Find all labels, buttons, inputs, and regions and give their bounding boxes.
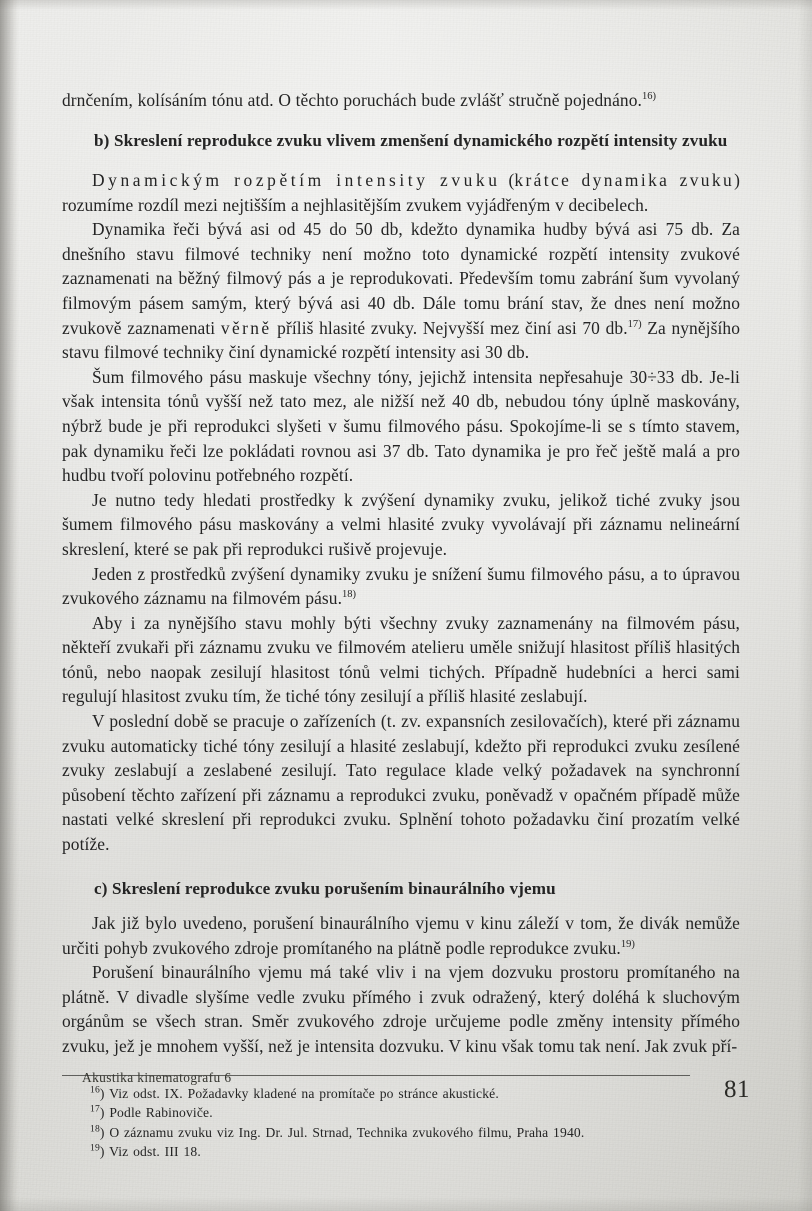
footnote-suffix: ) bbox=[99, 1124, 105, 1140]
paragraph-binaural-1 bbox=[62, 911, 740, 960]
paragraph-masking bbox=[62, 365, 740, 488]
paragraph-binaural-2 bbox=[62, 960, 740, 1058]
signature-line: Akustika kinematografu 6 bbox=[82, 1070, 232, 1085]
paragraph-expanders bbox=[62, 709, 740, 857]
footnote-number: 18 bbox=[90, 1123, 100, 1135]
footnote-number: 19 bbox=[90, 1142, 100, 1154]
page-footer bbox=[62, 1070, 750, 1130]
paragraph-studio bbox=[62, 611, 740, 709]
emphasis-dynamika-zvuku: krátce dynamika zvuku bbox=[514, 170, 735, 190]
subheading-b-label: b) bbox=[94, 130, 110, 150]
footnote-item bbox=[62, 1142, 740, 1162]
paragraph-binaural-2-text: Porušení binaurálního vjemu má také vliv i na vjem dozvuku prostoru promítaného na plátně. V divadle slyšíme vedle zvuku přímého i zvuk odražený, který doléhá k sluchovým orgánům se všech stran. Směr zvukového zdroje určujeme podle změny intensity přímého zvuku, jež je mnohem vyšší, než je intensita dozvuku. V kinu však tomu tak není. Jak zvuk pří- bbox=[62, 962, 740, 1056]
paragraph-dynamics-part-1: Dynamika řeči bývá asi od 45 do 50 db, kdežto dynamika hudby bývá asi 75 db. Za dnešního stavu filmové techniky není možno toto dynamické rozpětí intensity zvukové zaznamenati na běžný filmový pás a je reprodukovati. Především tomu zabrání šum vyvolaný filmovým pásem samým, který bývá asi 40 db. Dále tomu brání stav, že dnes není možno zvukově zaznamenati bbox=[62, 219, 740, 338]
footnote-number: 16 bbox=[90, 1084, 100, 1096]
footnote-text: Podle Rabinoviče. bbox=[104, 1105, 213, 1121]
page-number: 81 bbox=[724, 1076, 750, 1103]
paragraph-dynamics-part-3: Za nynějšího stavu filmové techniky činí dynamické rozpětí intensity asi 30 db. bbox=[62, 317, 740, 363]
footnote-marker-17: 17) bbox=[627, 318, 642, 330]
subheading-b bbox=[62, 129, 740, 152]
spacer bbox=[62, 113, 740, 129]
subheading-c bbox=[62, 877, 740, 900]
paragraph-continued-top bbox=[62, 88, 740, 113]
paragraph-continued-top-text: drnčením, kolísáním tónu atd. O těchto poruchách bude zvlášť stručně pojednáno. bbox=[62, 90, 642, 110]
footnote-marker-16: 16) bbox=[641, 91, 656, 103]
paragraph-binaural-1-text: Jak již bylo uvedeno, porušení binaurálního vjemu v kinu záleží v tom, že divák nemůže určiti pohyb zvukového zdroje promítaného na plátně podle reprodukce zvuku. bbox=[62, 913, 740, 958]
footnote-text: Viz odst. IX. Požadavky kladené na promítače po stránce akustické. bbox=[104, 1085, 499, 1101]
emphasis-dynamicke-rozpeti: Dynamickým rozpětím intensity zvuku bbox=[92, 170, 501, 190]
paragraph-means bbox=[62, 488, 740, 562]
subheading-c-title: Skreslení reprodukce zvuku porušením binaurálního vjemu bbox=[112, 878, 556, 898]
paragraph-masking-text: Šum filmového pásu maskuje všechny tóny, jejichž intensita nepřesahuje 30÷33 db. Je-li však intensita tónů vyšší než tato mez, ale nižší než 40 db, nebudou tóny úplně maskovány, nýbrž bude je při reprodukci slyšeti v šumu filmového pásu. Spokojíme-li se s tímto stavem, pak dynamiku řeči lze pokládati rovnou asi 37 db. Tato dynamika je pro řeč ještě malá a pro hudbu tvoří polovinu potřebného rozpětí. bbox=[62, 366, 740, 486]
footnote-number: 17 bbox=[90, 1103, 100, 1115]
paragraph-dynamics-part-2: příliš hlasité zvuky. Nejvyšší mez činí asi 70 db. bbox=[271, 317, 628, 338]
footnote-suffix: ) bbox=[99, 1105, 105, 1121]
paragraph-means-text: Je nutno tedy hledati prostředky k zvýšení dynamiky zvuku, jelikož tiché zvuky jsou šumem filmového pásu maskovány a velmi hlasité zvuky vyvolávají při záznamu nelineární skreslení, které se pak při reprodukci rušivě projevuje. bbox=[62, 489, 740, 559]
paragraph-noise-reduction-text: Jeden z prostředků zvýšení dynamiky zvuku je snížení šumu filmového pásu, a to úpravou zvukového záznamu na filmovém pásu. bbox=[62, 563, 740, 609]
footnote-text: O záznamu zvuku viz Ing. Dr. Jul. Strnad, Technika zvukového filmu, Praha 1940. bbox=[104, 1124, 585, 1140]
spacer bbox=[62, 900, 740, 911]
subheading-c-label: c) bbox=[94, 878, 108, 898]
footnote-marker-19: 19) bbox=[620, 938, 635, 950]
paragraph-studio-text: Aby i za nynějšího stavu mohly býti všechny zvuky zaznamenány na filmovém pásu, někteří zvukaři při záznamu zvuku ve filmovém atelieru uměle snižují hlasitost příliš hlasitých tónů, nebo naopak zesilují hlasitost tónů velmi tichých. Případně hudebníci a herci sami regulují hlasitost zvuku tím, že tiché tóny zesilují a příliš hlasité zeslabují. bbox=[62, 612, 740, 707]
footnote-suffix: ) bbox=[99, 1144, 105, 1160]
footnote-text: Viz odst. III 18. bbox=[104, 1144, 201, 1160]
footnote-marker-18: 18) bbox=[342, 589, 357, 601]
page-edge-shadow-bottom bbox=[0, 1197, 812, 1211]
subheading-b-title: Skreslení reprodukce zvuku vlivem zmenšení dynamického rozpětí intensity zvuku bbox=[113, 130, 728, 150]
scan-gutter-shadow bbox=[0, 0, 19, 1211]
paragraph-definition-rest: ) rozumíme rozdíl mezi nejtišším a nejhlasitějším zvukem vyjádřeným v decibelech. bbox=[62, 170, 740, 215]
paren-open: ( bbox=[500, 170, 515, 190]
spacer bbox=[62, 857, 740, 877]
page-edge-shadow-right bbox=[798, 0, 812, 1211]
emphasis-verne: věrně bbox=[220, 317, 272, 338]
paragraph-dynamics bbox=[62, 217, 740, 365]
paragraph-definition bbox=[62, 168, 740, 217]
paragraph-expanders-text: V poslední době se pracuje o zařízeních (t. zv. expansních zesilovačích), které při záznamu zvuku automaticky tiché tóny zesilují a hlasité zeslabují, kdežto při reprodukci zvuku zesílené zvuky zeslabují a zeslabené zesilují. Tato regulace klade velký požadavek na synchronní působení těchto zařízení při záznamu a reprodukci zvuku, poněvadž v opačném případě může nastati velké skreslení při reprodukci zvuku. Splnění tohoto požadavku činí prozatím velké potíže. bbox=[62, 711, 740, 855]
page-edge-shadow-top bbox=[0, 0, 812, 10]
paragraph-noise-reduction bbox=[62, 562, 740, 611]
page-text-block bbox=[62, 88, 740, 1162]
spacer bbox=[62, 152, 740, 168]
footnote-suffix: ) bbox=[99, 1085, 105, 1101]
